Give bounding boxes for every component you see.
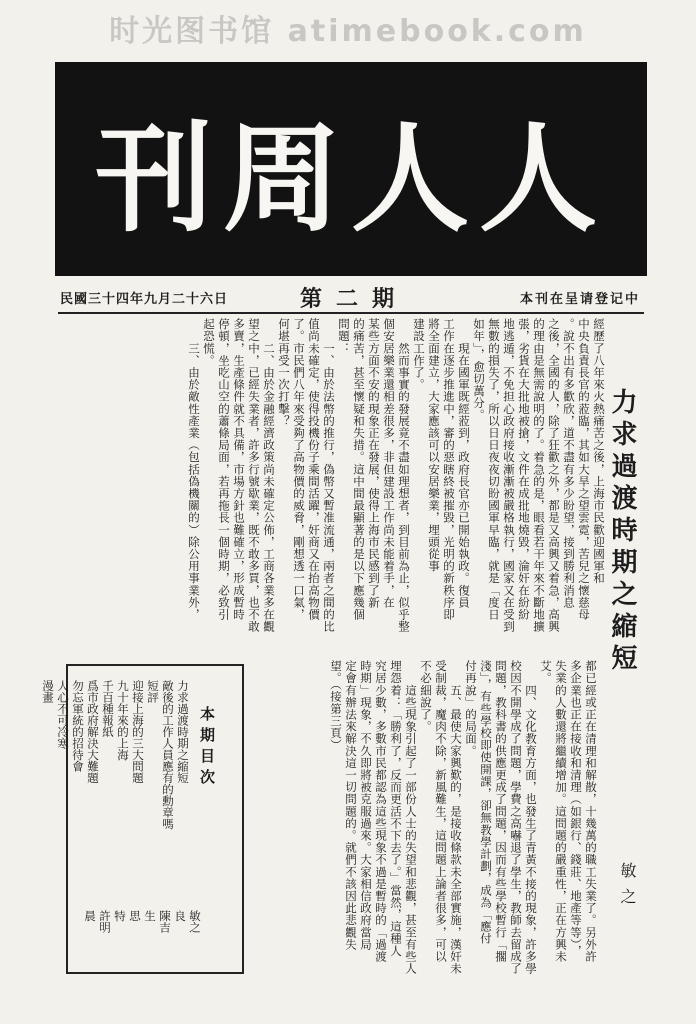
watermark: 时光图书馆 atimebook.com [109, 14, 587, 49]
article-line: 某些方面不安的現象正在發展，使得上海市民感到了新 [367, 318, 381, 609]
article-line: 張，劣貨在大批地被搶，文件在成批地燒毀，淪奸在紛紛 [517, 318, 531, 621]
article-line: 之後，全國的人，除了狂歡之外，都是又高興又着急，高興 [547, 318, 561, 633]
article-line: 值尚未確定，使得投機份子乘間活躍，奸商又在抬高物價 [307, 318, 321, 621]
toc-item-title: 迎接上海的三大問題 [131, 680, 145, 784]
toc-item-title: 人心不可冷寒 [56, 680, 70, 749]
header-divider [58, 312, 644, 314]
article-line: 問題，教科書的供應更成了問題，因而有些學校暫行「擱 [494, 660, 508, 963]
article-line: 個安居樂業還相差很多，非但建設工作尚未能着手，在 [382, 318, 396, 609]
toc-item-author: 陳吉 [158, 910, 172, 933]
toc-item-author: 敏之 [188, 910, 202, 933]
article-line: 五、最使大家興歎的，是接收條款未全部實施，漢奸未 [449, 660, 463, 975]
toc-heading: 本期目次 [198, 706, 216, 790]
toc-authors [82, 910, 202, 970]
article-line: 受制裁，魔肉不除，新風難生，這問題上論者很多，可以 [434, 660, 448, 963]
toc-item-author: 許明 [98, 910, 112, 933]
article-line: 的痛苦，甚至懷疑和失措。這中間最顯著的是以下應幾個 [352, 318, 366, 621]
toc-titles [40, 680, 190, 900]
article-line: 多賣，生產條件就不具備，市場方針也難確立，形成暫時 [232, 318, 246, 621]
article-line: 究居少數，多數市民都認為這些現象不過是暫時的「過渡 [374, 660, 388, 963]
toc-item-title: 敵後的工作人員應有的勳章嗎 [161, 680, 175, 830]
article-line: 。說不出有多歡欣，道不盡有多少盼望，接到勝利消息 [562, 318, 576, 609]
toc-item-author: 晨 [83, 910, 97, 922]
article-line: 的理由是無需說明的了。着急的是，眼看若干年來不斷地擴 [532, 318, 546, 633]
article-line: 將全面建立，大家應該可以安居樂業，埋頭從事 [427, 318, 441, 573]
article-line: 艾。 [539, 660, 553, 685]
article-line: 二、由於金融經濟政策尚未確定公佈，工商各業多在觀 [262, 318, 276, 633]
toc-item-title: 千百種報紙 [101, 680, 115, 738]
article-line: 無數的損失了，所以日日夜夜切盼國軍早臨，就是「度日 [487, 318, 501, 621]
article-line: 中央負責長官的蒞臨，其如大旱之望雲霓，苦兒之懷慈母 [577, 318, 591, 621]
article-line: 不必細說了。 [419, 660, 433, 733]
toc-item-author: 特 [113, 910, 127, 922]
article-line: 經歷了八年來火熱痛苦之後，上海市民歡迎國軍和 [592, 318, 606, 585]
toc-item-title: 力求過渡時期之縮短 [176, 680, 190, 784]
article-line: 停頓，坐吃山空的蕭條局面，若再拖長一個時期，必致引 [217, 318, 231, 621]
toc-item-title: 短評 [146, 680, 160, 703]
article-title: 力求過渡時期之縮短 [607, 388, 637, 676]
article-body-upper [66, 318, 606, 668]
article-line: 工作在逐步推進中，審的惡瞎終被摧毀，光明的新秩序即 [442, 318, 456, 621]
registration-note: 本刊在呈请登记中 [519, 292, 640, 307]
article-line: 校因不開學成了問題，學費之高嚇退了學生，教師去留成了 [509, 660, 523, 975]
publication-date: 民國三十四年九月二十六日 [60, 292, 229, 307]
article-author: 敏之 [618, 862, 637, 914]
article-line: 了。市民們八年來受夠了高物價的威脅，剛想透一口氣， [292, 318, 306, 621]
article-line: 埋怨着：「勝利了，反而更活不下去了。」當然，這種人 [389, 660, 403, 957]
article-line: 建設工作了。 [412, 318, 426, 391]
article-line: 何堪再受一次打擊？ [277, 318, 291, 427]
toc-item-title: 九十年來的上海 [116, 680, 130, 761]
issue-number: 第二期 [300, 286, 409, 312]
article-line: 這些現象引起了一部份人士的失望和悲觀，甚至有些人 [404, 660, 418, 975]
article-line: 望之中，已經失業者，許多行號歇業，既不敢多買，也不敢 [247, 318, 261, 633]
article-line: 失業的人數還將繼續增加。這問題的嚴重性，正在方興未 [554, 660, 568, 963]
article-line: 如年」，愈切萬分。 [472, 318, 486, 422]
article-line: 現在國軍既經蒞到，政府長官亦已開始執政。復員 [457, 318, 471, 609]
toc-item-title: 漫畫 [41, 680, 55, 703]
toc-item-title: 爲市政府解決大難題 [86, 680, 100, 784]
article-line: 時期」現象，不久即將被克服過來。大家相信政府當局 [359, 660, 373, 951]
article-line: 都已經或正在清理和解散，十幾萬的職工失業了。另外許 [584, 660, 598, 963]
article-line: 定會有辦法來解決這一切問題的。就們不該因此悲觀失 [344, 660, 358, 951]
article-line: 地逃遁，不免担心政府接收漸漸被嚴格執行，國家又在受到 [502, 318, 516, 633]
masthead-title: 人人周刊 [95, 109, 608, 248]
article-line: 付再說」的局面。 [464, 660, 478, 757]
article-line: 一、由於法幣的推行，偽幣又暫准流通，兩者之間的比 [322, 318, 336, 633]
table-of-contents [41, 664, 244, 974]
article-line: 然而事實的發展竟不盡如理想者，到目前為止，似乎整 [397, 318, 411, 633]
toc-item-author: 生 [143, 910, 157, 922]
article-line: 四、文化教育方面，也發生了青黃不接的現象，許多學 [524, 660, 538, 975]
publication-info-bar [60, 282, 640, 310]
article-line: 望。（接第三頁） [329, 660, 343, 752]
article-body-lower [262, 660, 598, 1000]
article-line: 三、由於敵性產業（包括偽機關的）除公用事業外， [187, 318, 201, 621]
article-line: 多企業也正在接收和清理（如銀行、錢莊、地產等等）， [569, 660, 583, 957]
toc-item-author: 良 [173, 910, 187, 922]
toc-item-author: 思 [128, 910, 142, 922]
masthead [55, 62, 647, 276]
article-line: 問題： [337, 318, 351, 355]
toc-item-title: 勿忘軍統的招待會 [71, 680, 85, 772]
article-line: 淺」，有些學校即使開課，卻無教學計劃，成為「應付 [479, 660, 493, 945]
article-line: 起恐慌。 [202, 318, 216, 367]
